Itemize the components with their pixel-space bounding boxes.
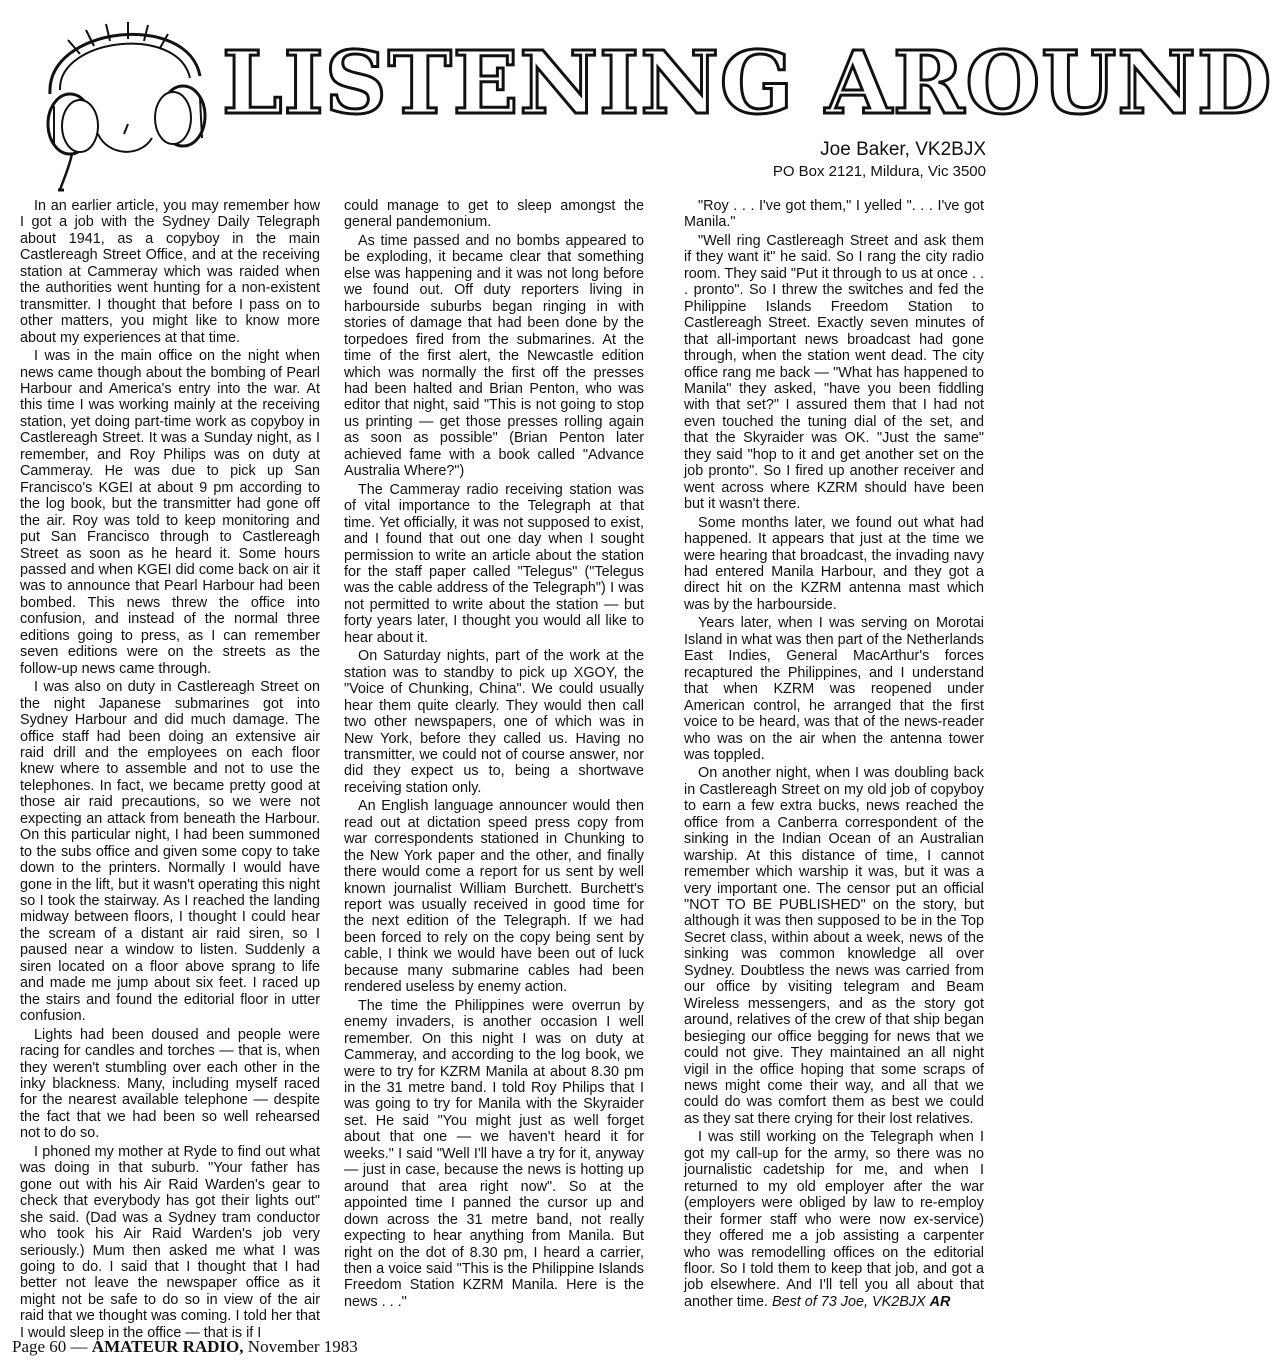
paragraph: The Cammeray radio receiving station was of vital importance to the Telegraph at that time. Yet officially, it was not supposed to exist, and I found that out one day when I sought permission to write an article about the station for the staff paper called "Telegus" ("Telegus was the cable address of the Telegraph") I was not permitted to write about the station — but forty years later, I thought you would all like to hear about it.: [344, 481, 644, 646]
paragraph: Years later, when I was serving on Morotai Island in what was then part of the Netherlands East Indies, General MacArthur's forces recaptured the Philippines, and I understand that when KZRM was reopened under American control, he arranged that the first voice to be heard, was that of the news-reader who was on the air when the antenna tower was toppled.: [684, 615, 984, 763]
paragraph: Some months later, we found out what had happened. It appears that just at the time we were hearing that broadcast, the invading navy had entered Manila Harbour, and they got a direct hit on the KZRM antenna mast which was by the harbourside.: [684, 514, 984, 613]
paragraph: I was also on duty in Castlereagh Street on the night Japanese submarines got into Sydney Harbour and did much damage. The office staff had been doing an extensive air raid drill and the employees on each floor knew where to assemble and not to use the telephones. In fact, we became pretty good at those air raid precautions, so we were not expecting an attack from beneath the Harbour. On this particular night, I had been summoned to the subs office and given some copy to take down to the printers. Normally I would have gone in the lift, but it wasn't operating this night so I took the stairway. As I reached the landing midway between floors, I thought I could hear the scream of a distant air raid siren, so I paused near a window to listen. Suddenly a siren located on a floor above sprang to life and made me jump about six feet. I raced up the stairs and found the editorial floor in utter confusion.: [20, 679, 320, 1025]
last-paragraph: [684, 1129, 984, 1310]
byline: [773, 138, 986, 182]
page-number: Page 60 —: [12, 1337, 88, 1356]
paragraph: Lights had been doused and people were racing for candles and torches — that is, when they weren't stumbling over each other in the inky blackness. Many, including myself raced for the nearest available telephone — despite the fact that we had been so well rehearsed not to do so.: [20, 1026, 320, 1142]
paragraph-text: I was still working on the Telegraph when I got my call-up for the army, so there was no journalistic cadetship for me, and when I returned to my old employer after the war (employers were obliged by law to re-employ their former staff who were now ex-service) they offered me a job assisting a carpenter who was remodelling offices on the editorial floor. So I told them to keep that job, and got a job elsewhere. And I'll tell you all about that another time.: [684, 1129, 984, 1310]
magazine-name: AMATEUR RADIO,: [91, 1337, 244, 1356]
page-title: LISTENING AROUND: [222, 33, 1272, 134]
paragraph: I was in the main office on the night when news came though about the bombing of Pearl Harbour and America's entry into the war. At this time I was working mainly at the receiving station, yet doing part-time work as copyboy in Castlereagh Street. It was a Sunday night, as I remember, and Roy Philips was on duty at Cammeray. He was due to pick up San Francisco's KGEI at about 9 pm according to the log book, but the transmitter had gone off the air. Roy was told to keep monitoring and put San Francisco through to Castlereagh Street as soon as he heard it. Some hours passed and when KGEI did come back on air it was to announce that Pearl Harbour had been bombed. This news threw the office into confusion, and instead of the normal three editions going to press, as I can remember seven editions were on the streets as the follow-up news came through.: [20, 348, 320, 677]
paragraph: "Well ring Castlereagh Street and ask them if they want it" he said. So I rang the city radio room. They said "Put it through to us at once . . . pronto". So I threw the switches and fed the Philippine Islands Freedom Station to Castlereagh Street. Exactly seven minutes of that all-important news broadcast had gone through, when the station went dead. The city office rang me back — "What has happened to Manila" they asked, "have you been fiddling with that set?" I assured them that I had not even touched the tuning dial of the set, and that the Skyraider was OK. "Just the same" they said "hop to it and get another set on the job pronto". So I fired up another receiver and went across where KZRM should have been but it wasn't there.: [684, 232, 985, 513]
headphones-icon: [28, 6, 218, 196]
article-column-1: [20, 198, 320, 1343]
paragraph: The time the Philippines were overrun by enemy invaders, is another occasion I well remember. On this night I was on duty at Cammeray, and according to the log book, we were to try for KZRM Manila at about 8.30 pm in the 31 metre band. I told Roy Philips that I was going to try for Manila with the Skyraider set. He said "You might just as well forget about that one — we haven't heard it for weeks." I said "Well I'll have a try for it, anyway — just in case, because the news is hotting up around that area right now". So at the appointed time I panned the cursor up and down across the 31 metre band, not really expecting to hear anything from Manila. But right on the dot of 8.30 pm, I heard a carrier, then a voice said "This is the Philippine Islands Freedom Station KZRM Manila. Here is the news . . .": [344, 997, 644, 1310]
paragraph: An English language announcer would then read out at dictation speed press copy from war correspondents stationed in Chunking to the New York paper and the other, and finally there would come a report for us sent by well known journalist William Burchett. Burchett's report was usually received in good time for the next edition of the Telegraph. If we had been forced to rely on the copy being sent by cable, I think we would have been out of luck because many submarine cables had been rendered useless by enemy action.: [344, 798, 644, 996]
paragraph: I phoned my mother at Ryde to find out what was doing in that suburb. "Your father has gone out with his Air Raid Warden's gear to check that everybody has got their lights out" she said. (Dad was a Sydney tram conductor who took his Air Raid Warden's job very seriously.) Mum then asked me what I was going to do. I said that I thought that I had better not leave the newspaper office as it might not be safe to do so in view of the air raid that we thought was coming. I told her that I would sleep in the office — that is if I: [20, 1143, 320, 1341]
page-footer: [12, 1336, 358, 1360]
paragraph: could manage to get to sleep amongst the general pandemonium.: [344, 198, 644, 231]
article-column-2: [344, 198, 644, 1312]
paragraph: "Roy . . . I've got them," I yelled ". . . I've got Manila.": [684, 198, 984, 231]
issue-date: November 1983: [247, 1337, 358, 1356]
paragraph: In an earlier article, you may remember how I got a job with the Sydney Daily Telegraph about 1941, as a copyboy in the main Castlereagh Street Office, and at the receiving station at Cammeray which was raided when the authorities went hunting for a non-existent transmitter. I thought that before I pass on to other matters, you might like to know more about my experiences at that time.: [20, 198, 320, 346]
paragraph: On Saturday nights, part of the work at the station was to standby to pick up XGOY, the "Voice of Chunking, China". We could usually hear them quite clearly. They would then call two other newspapers, one of which was in New York, before they called us. Having no transmitter, we could not of course answer, nor did they expect us to, being a shortwave receiving station only.: [344, 648, 644, 796]
paragraph: On another night, when I was doubling back in Castlereagh Street on my old job of copyboy to earn a few extra bucks, news reached the office from a Canberra correspondent of the sinking in the Indian Ocean of an Australian warship. At this distance of time, I cannot remember which warship it was, but it was a very important one. The censor put an official "NOT TO BE PUBLISHED" on the story, but although it was then supposed to be in the Top Secret class, within about a week, news of the sinking was common knowledge all over Sydney. Doubtless the news was carried from our office by visiting telegram and Beam Wireless messengers, and as the story got around, relatives of the crew of that ship began besieging our office begging for news that we could not give. They maintained an all night vigil in the office hoping that some scraps of news might come their way, and all that we could do was comfort them as best we could as they sat there crying for their lost relatives.: [684, 765, 984, 1127]
article-column-3: [684, 198, 984, 1312]
signoff: Best of 73 Joe, VK2BJX: [772, 1293, 926, 1310]
paragraph: As time passed and no bombs appeared to be exploding, it became clear that something else was happening and it was not long before we found out. Off duty reporters living in harbourside suburbs began ringing in with stories of damage that had been done by the torpedoes fired from the submarines. At the time of the first alert, the Newcastle edition which was normally the first off the presses had been halted and Brian Penton, who was editor that night, said "This is not going to stop us printing — get those presses rolling again as soon as possible" (Brian Penton later achieved fame with a book called "Advance Australia Where?"): [344, 232, 644, 480]
end-mark: AR: [929, 1293, 951, 1310]
author-name: Joe Baker, VK2BJX: [820, 139, 986, 160]
author-address: PO Box 2121, Mildura, Vic 3500: [772, 163, 986, 180]
